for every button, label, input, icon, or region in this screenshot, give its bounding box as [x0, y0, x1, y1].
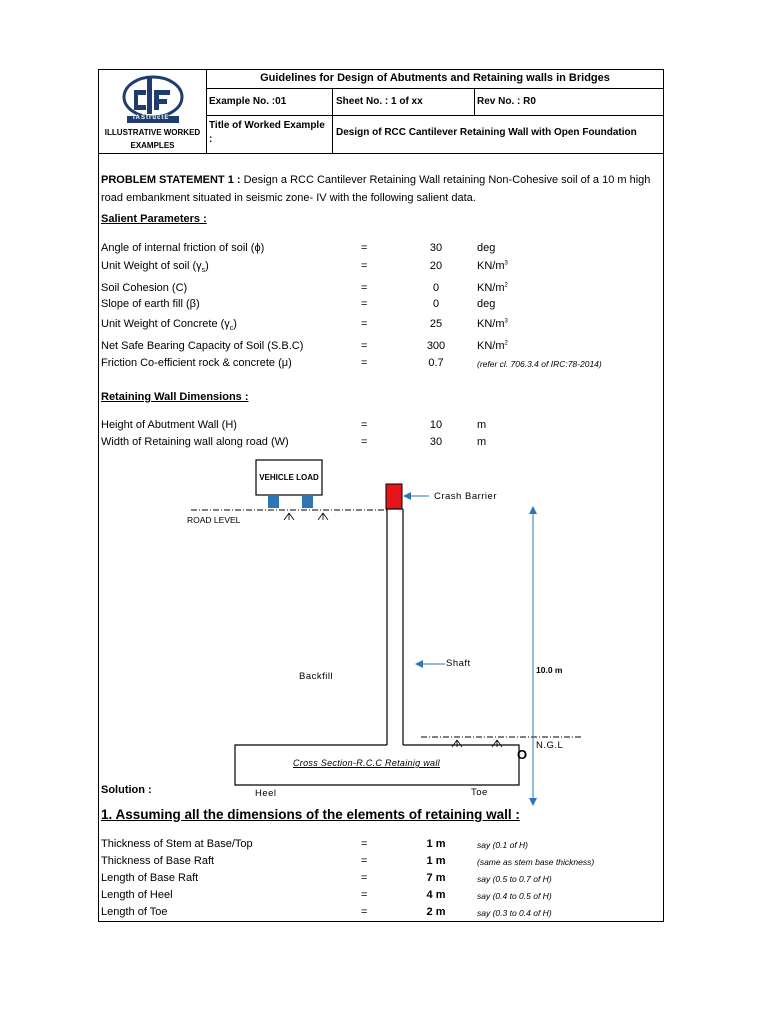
- problem-statement: [101, 171, 650, 207]
- param-row: Friction Co-efficient rock & concrete (μ) = 0.7 (refer cl. 706.3.4 of IRC:78-2014): [101, 357, 602, 369]
- road-level-label: ROAD LEVEL: [187, 515, 241, 525]
- document-title: Guidelines for Design of Abutments and Retaining walls in Bridges: [260, 72, 610, 84]
- salient-heading: Salient Parameters :: [101, 213, 207, 225]
- problem-label: PROBLEM STATEMENT 1 :: [101, 174, 241, 186]
- header-divider: [206, 88, 664, 89]
- vehicle-wheel: [302, 495, 313, 508]
- param-row: Soil Cohesion (C) = 0 $KN/m^2$: [101, 282, 508, 294]
- origin-label: O: [517, 747, 528, 762]
- solution-label: Solution :: [101, 784, 152, 796]
- revision-number: Rev No. : R0: [477, 96, 536, 107]
- header-divider: [332, 88, 333, 153]
- vehicle-wheel: [268, 495, 279, 508]
- logo-text: IAStructE: [133, 115, 170, 121]
- title-label: Title of Worked Example :: [209, 120, 325, 145]
- param-row: Slope of earth fill (β) = 0 deg: [101, 298, 496, 310]
- solution-row: Length of Base Raft = 7 m say (0.5 to 0.7 of H): [101, 872, 552, 884]
- crash-barrier: [386, 484, 402, 509]
- logo: [121, 74, 185, 124]
- height-label: 10.0 m: [536, 665, 563, 675]
- heel-label: Heel: [255, 788, 277, 799]
- param-row: Unit Weight of soil $(\gamma_s)$ = 20 $KN/m^3$: [101, 260, 508, 275]
- worked-example-title: Design of RCC Cantilever Retaining Wall with Open Foundation: [336, 127, 637, 138]
- diagram-caption: Cross Section-R.C.C Retainig wall: [293, 758, 440, 768]
- param-row: Unit Weight of Concrete $(\gamma_c)$ = 25 $KN/m^3$: [101, 318, 508, 333]
- header-divider: [474, 88, 475, 115]
- param-row: Net Safe Bearing Capacity of Soil (S.B.C) = 300 $KN/m^2$: [101, 340, 508, 352]
- header-divider: [206, 115, 664, 116]
- ngl-label: N.G.L: [536, 740, 564, 751]
- problem-line-2: road embankment situated in seismic zone- IV with the following salient data.: [101, 192, 476, 204]
- hatch-icon: [284, 513, 328, 520]
- dimension-row: Width of Retaining wall along road (W) = 30 m: [101, 436, 487, 448]
- solution-row: Length of Heel = 4 m say (0.4 to 0.5 of H): [101, 889, 552, 901]
- header-divider: [99, 153, 664, 154]
- hatch-icon: [452, 740, 502, 747]
- dimension-row: Height of Abutment Wall (H) = 10 m: [101, 419, 487, 431]
- backfill-label: Backfill: [299, 671, 334, 682]
- worksheet: [98, 69, 664, 922]
- dimensions-heading: Retaining Wall Dimensions :: [101, 391, 249, 403]
- crash-barrier-label: Crash Barrier: [434, 491, 497, 502]
- problem-line-1: Design a RCC Cantilever Retaining Wall retaining Non-Cohesive soil of a 10 m high: [240, 174, 651, 186]
- illustrative-label: ILLUSTRATIVE WORKED EXAMPLES: [104, 128, 201, 150]
- sheet-number: Sheet No. : 1 of xx: [336, 96, 423, 107]
- toe-label: Toe: [471, 787, 488, 798]
- vehicle-load-label: VEHICLE LOAD: [259, 473, 319, 482]
- solution-row: Thickness of Base Raft = 1 m (same as stem base thickness): [101, 855, 595, 867]
- param-row: Angle of internal friction of soil (ϕ) = 30 deg: [101, 242, 496, 254]
- solution-row: Length of Toe = 2 m say (0.3 to 0.4 of H): [101, 906, 552, 918]
- solution-row: Thickness of Stem at Base/Top = 1 m say (0.1 of H): [101, 838, 529, 850]
- shaft-label: Shaft: [446, 658, 471, 669]
- example-number: Example No. :01: [209, 96, 287, 107]
- solution-heading: 1. Assuming all the dimensions of the elements of retaining wall :: [101, 807, 520, 822]
